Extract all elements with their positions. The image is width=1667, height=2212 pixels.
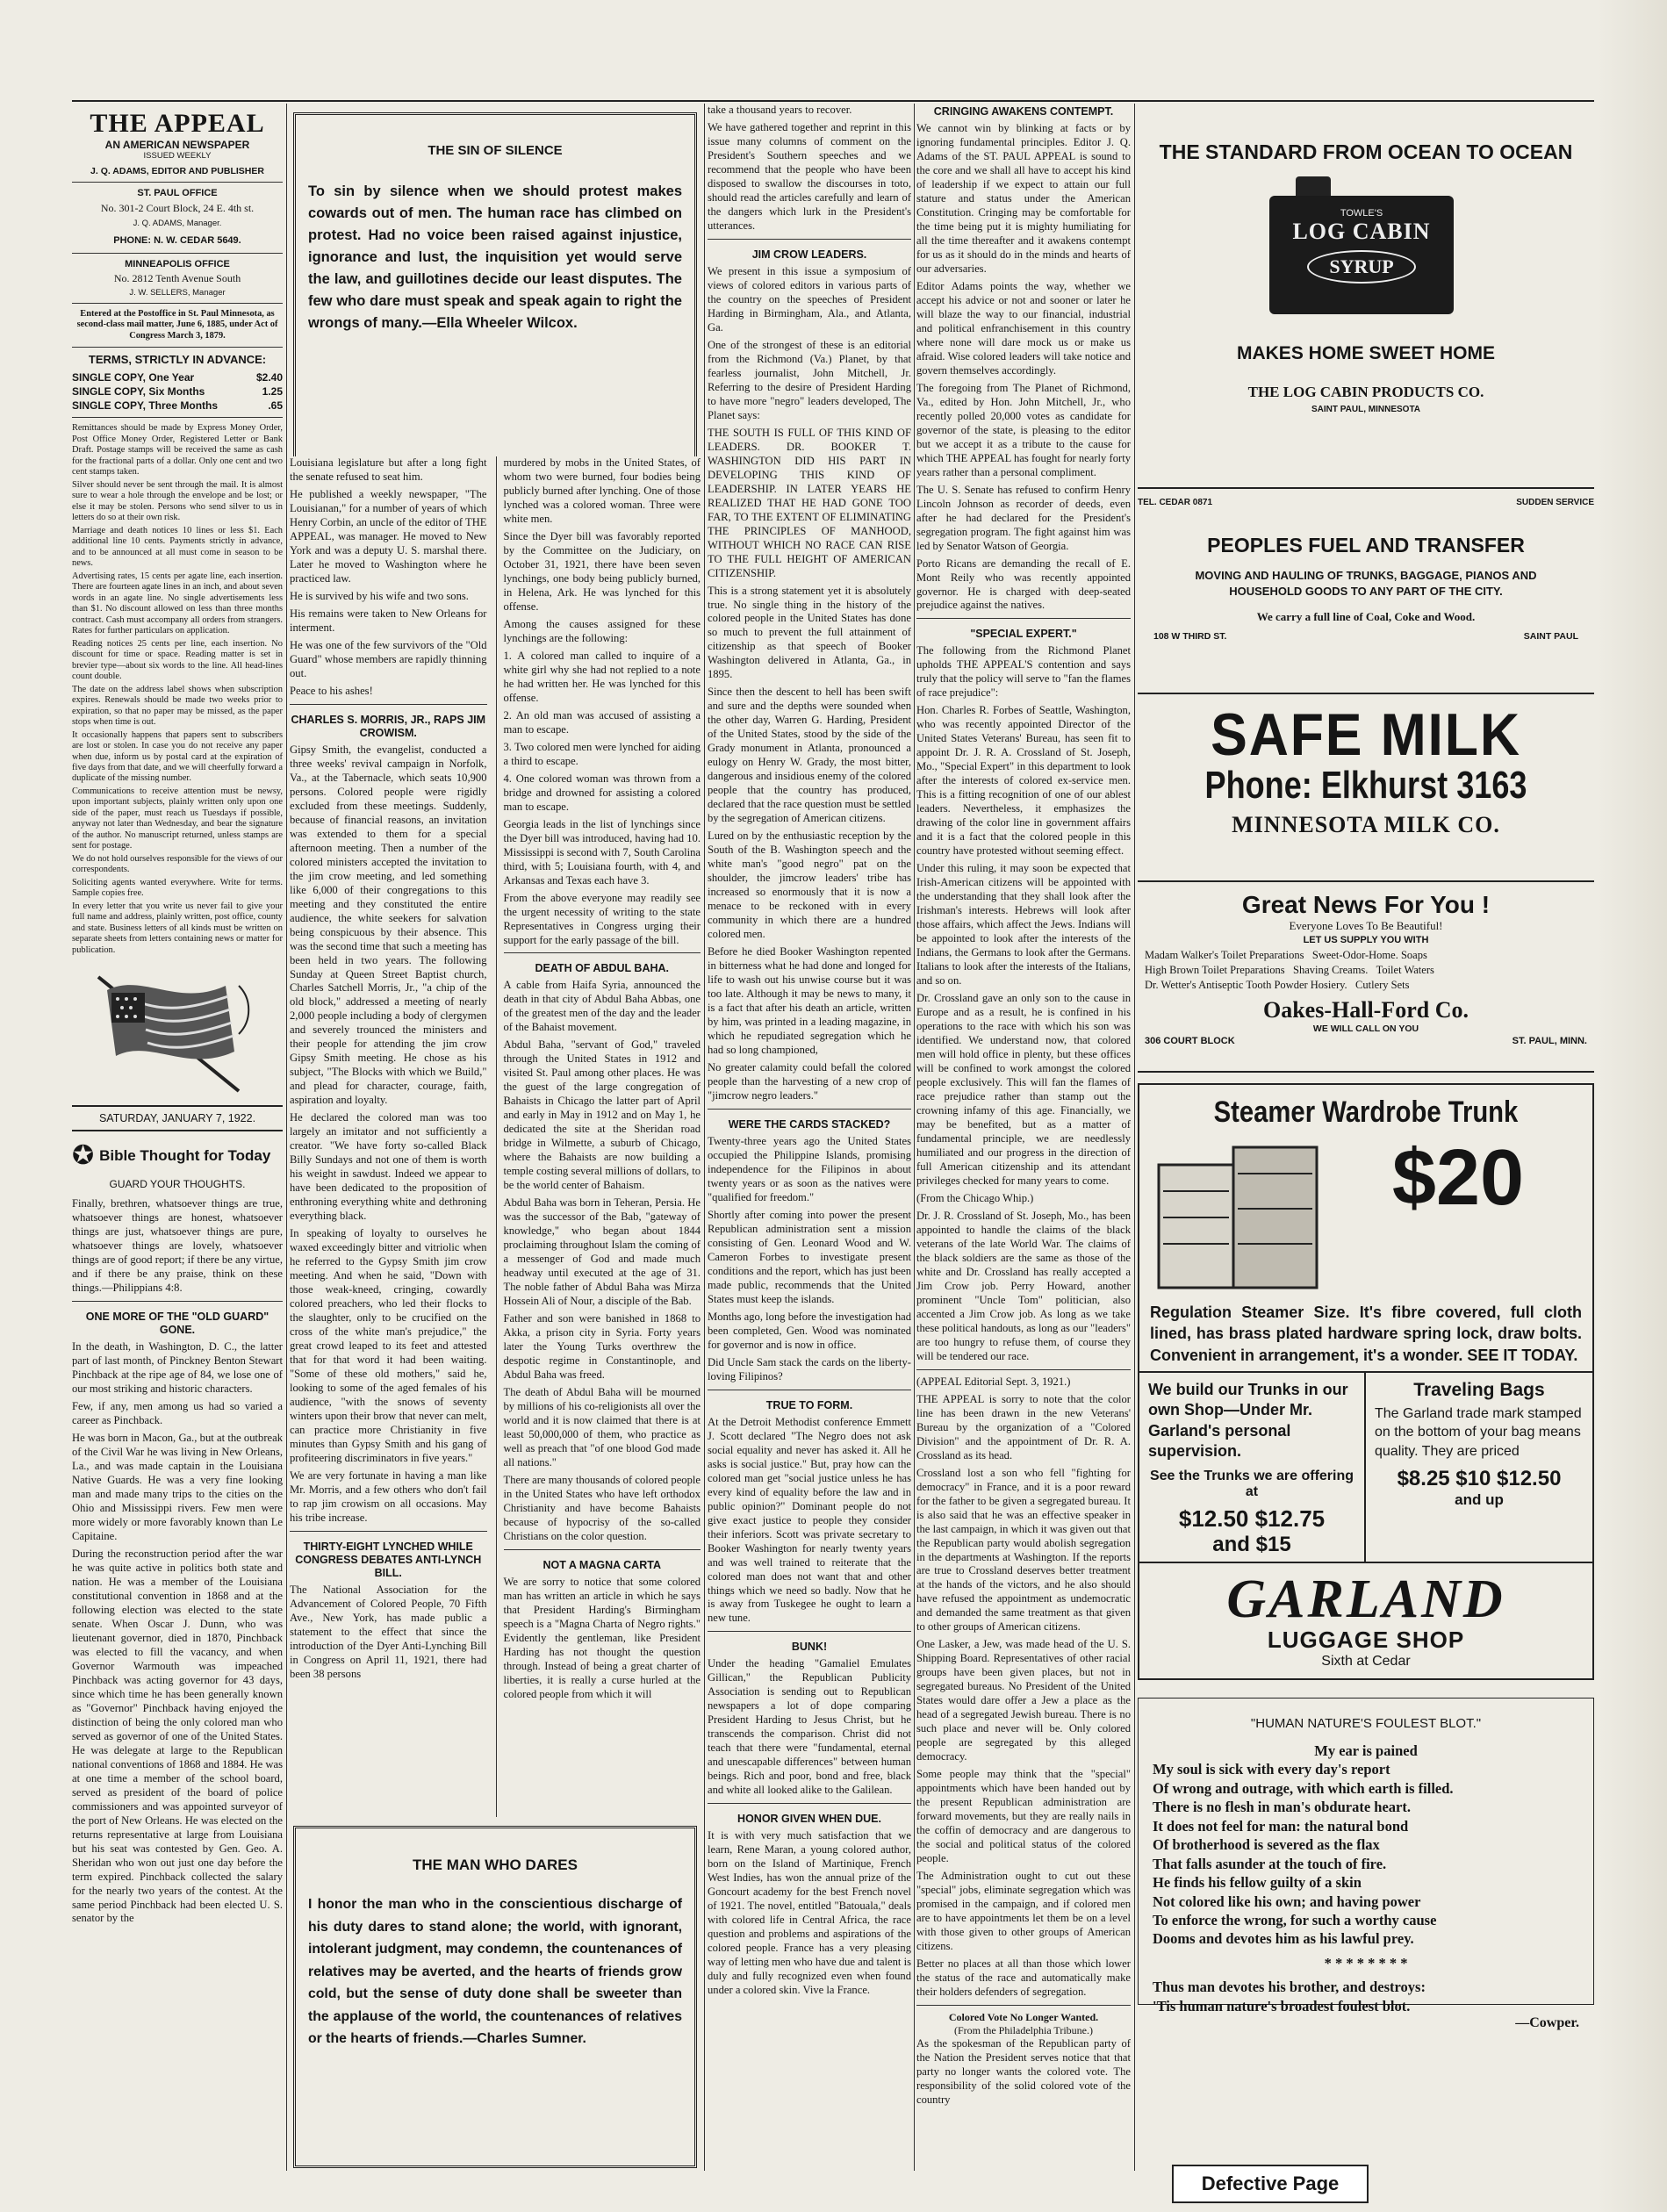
issue-date: SATURDAY, JANUARY 7, 1922.: [98, 1112, 256, 1125]
paragraph: Communications to receive attention must be newsy, upon important subjects, plainly written only upon one side of the paper, must reach us Tuesdays if possible, anyway not later than Wednesday, and bear the signature of the author. No manuscript returned, unless stamps are sent for postage.: [72, 786, 283, 851]
terms-label: SINGLE COPY, Six Months: [72, 385, 205, 399]
vote-heading: Colored Vote No Longer Wanted.: [948, 2011, 1099, 2024]
sin-title: THE SIN OF SILENCE: [428, 143, 563, 158]
masthead-title: THE APPEAL: [90, 109, 265, 138]
office-phone: PHONE: N. W. CEDAR 5649.: [113, 235, 241, 246]
paragraph: Before he died Booker Washington repented in bitterness what he had done and longed for life to wash out his unwise course but it was too late. Although it may be news to many, it is a fact that after his death an article, written by him, was printed in a leading magazine, in which he repudiated segregation which he had so long championed,: [708, 945, 911, 1057]
terms-label: SINGLE COPY, One Year: [72, 371, 195, 384]
paragraph: In the death, in Washington, D. C., the latter part of last month, of Pinckney Benton Stewart Pinchback at the ripe age of 84, we lose one of our most striking and historic characters.: [72, 1340, 283, 1396]
paragraph: Silver should never be sent through the mail. It is almost sure to wear a hole through the envelope and be lost; or else it may be stolen. Persons who send silver to us in letters do so at their own risk.: [72, 479, 283, 523]
flag-illustration: [72, 968, 283, 1100]
poem-line: My ear is pained: [1314, 1742, 1418, 1759]
paragraph: Peace to his ashes!: [290, 684, 373, 697]
paragraph: Shortly after coming into power the present Republican administration sent a mission consisting of Gen. Leonard Wood and W. Cameron Forbes to investigate present conditions and the report, which has just been made public, recommends that the United States must keep the islands.: [708, 1208, 911, 1305]
paragraph: He was one of the few survivors of the "Old Guard" whose members are rapidly thinning out.: [290, 638, 487, 679]
paragraph: Remittances should be made by Express Money Order, Post Office Money Order, Registered Letter or Bank Draft. Postage stamps will be received the same as cash for the fractional parts of a dollar. Only one cent and two cent stamps taken.: [72, 423, 283, 478]
paragraph: The Administration ought to cut out these "special" jobs, eliminate segregation which was promised in the campaign, and if colored men are to have appointments let them be on a level with those given to other groups of American citizens.: [916, 1870, 1131, 1953]
fuel-tel: TEL. CEDAR 0871: [1138, 498, 1213, 507]
paragraph: Since then the descent to hell has been swift and sure and the depths were sounded when the other day, Warren G. Harding, President of the United States, stood by the side of the Grady monument in Atlanta, pronounced a eulogy on Henry W. Grady, the most bitter, dangerous and insidious enemy of the colored people that the country has produced, declared that the race question must be settled by the segregation of American citizens.: [708, 686, 911, 825]
fuel-line: We carry a full line of Coal, Coke and Wood.: [1256, 610, 1476, 624]
paragraph: The death of Abdul Baha will be mourned by millions of his co-religionists all over the world and it is now claimed that there is at least 50,000,000 of them, who practice as well as preach that "of one blood God made all nations.": [503, 1386, 701, 1469]
paragraph: We cannot win by blinking at facts or by ignoring fundamental principles. Editor J. Q. Adams of the ST. PAUL APPEAL is sound to the core and we shall all have to accept his kind of leadership if we expect to attain our full stature and status under the American Constitution. Cringing may be comfortable for the time being put it is mighty humiliating for all the time thereafter and it awakens contempt for us as it should do in the minds and hearts of our adversaries.: [916, 122, 1131, 275]
paragraph: We have gathered together and reprint in this issue many columns of comment on the President's Southern speeches and we recommend that the people who have been disposed to swallow the discourses in toto, should read the articles carefully and learn of the dangers which lurk in the President's utterances.: [708, 120, 911, 232]
column-rule: [1134, 104, 1135, 2171]
terms-row: [72, 371, 283, 384]
fuel-name: PEOPLES FUEL AND TRANSFER: [1207, 534, 1525, 557]
fuel-addr: 108 W THIRD ST.: [1153, 631, 1227, 643]
poem-line: There is no flesh in man's obdurate heart.: [1153, 1799, 1411, 1816]
bags-prices: $8.25 $10 $12.50: [1397, 1466, 1562, 1490]
poem-lines: [1153, 1742, 1579, 2015]
paragraph: Father and son were banished in 1868 to Akka, a prison city in Syria. Forty years later the Young Turks overthrew the despotic regime in Constantinople, and Abdul Baha was freed.: [503, 1312, 701, 1382]
paragraph: (APPEAL Editorial Sept. 3, 1921.): [916, 1375, 1071, 1388]
baha-heading: DEATH OF ABDUL BAHA.: [535, 962, 670, 975]
paragraph: THE SOUTH IS FULL OF THIS KIND OF LEADERS. DR. BOOKER T. WASHINGTON DID HIS PART IN DEVELOPING THIS KIND OF LEADERSHIP. IN LATER YEARS HE REALIZED THAT HE HAD GONE TOO FAR, TO THE EXTENT OF ELIMINATING THE PRINCIPLES OF MANHOOD, WITHOUT WHICH NO RACE CAN RISE TO THE FULL HEIGHT OF AMERICAN CITIZENSHIP.: [708, 426, 911, 579]
paragraph: Editor Adams points the way, whether we accept his advice or not and sooner or later he will blaze the way to our financial, industrial and political enfranchisement in this country where none will dare mock us or make us afraid. Wise colored leaders will take notice and govern themselves accordingly.: [916, 279, 1131, 377]
magna-text: We are sorry to notice that some colored man has written an article in which he says that President Harding's Birmingham speech is a "Magna Charta of Negro rights." Evidently the gentleman, like President Harding has not thought the question through. Instead of being a great charter of liberties, it is really a curse hurled at the colored people from which it will: [503, 1575, 701, 1700]
bags-prices-b: and up: [1455, 1490, 1504, 1508]
paragraph: During the reconstruction period after the war he was quite active in politics both state and nation. He was a member of the Louisiana constitutional convention in 1868 and at the following election was elected to the state senate. When Oscar J. Dunn, who was lieutenant governor, died in 1870, Pinchback was elected to fill the vacancy, and when Governor Warmouth was impeached Pinchback was acting governor for 43 days, since which time he has been generally known as "Governor" Pinchback having enjoyed the distinction of being the only colored man who served as governor of one of the United States. He was delegate at large to the Republican national conventions of 1868 and 1884. He was at one time a member of the school board, served as president of the board of police commissioners and was appointed surveyor of the port of New Orleans. He was elected on the returns representative at large from Louisiana but his seat was contested by Gen. Geo. A. Sheridan who won out just one day before the term expired. Pinchback collected the salary for the nearly two years of the contest. At the same period Pinchback had been elected U. S. senator by the: [72, 1547, 283, 1925]
bags-title: Traveling Bags: [1413, 1379, 1545, 1400]
cards-heading: WERE THE CARDS STACKED?: [728, 1117, 891, 1131]
page-edge: [1597, 0, 1667, 2212]
poem-line: * * * * * * * *: [1324, 1954, 1408, 1971]
poem-line: Of wrong and outrage, with which earth is filled.: [1153, 1779, 1454, 1797]
paragraph: Marriage and death notices 10 lines or less $1. Each additional line 10 cents. Payments strictly in advance, and to be announced at all must come in season to be news.: [72, 525, 283, 569]
guard-heading: ONE MORE OF THE "OLD GUARD" GONE.: [85, 1311, 269, 1337]
morris-heading: CHARLES S. MORRIS, JR., RAPS JIM CROWISM.: [291, 713, 486, 739]
bible-text: Finally, brethren, whatsoever things are true, whatsoever things are honest, whatsoever things are just, whatsoever things are pure, whatsoever things are lovely, whatsoever things are of good report; if there be any virtue, and if there be any praise, think on these things.—Philippians 4:8.: [72, 1197, 283, 1295]
sin-text: To sin by silence when we should protest makes cowards out of men. The human race has climbed on protest. Had no voice been raised against injustice, ignorance and lust, the inquisition yet would serve the law, and guillotines decide our least disputes. The few who dare must speak and speak again to right the wrongs of many.—Ella Wheeler Wilcox.: [308, 183, 682, 332]
paragraph: Lured on by the enthusiastic reception by the South of the B. Washington speech and the white man's "good negro" pat on the shoulder, the jimcrow leaders' tribe has increased so enormously that it is now a menace to be reckoned with in every community in which there are a hundred colored men.: [708, 830, 911, 941]
true-form-text: At the Detroit Methodist conference Emmett J. Scott declared "The Negro does not ask social equality and never has asked it. All he asks is social justice." But, pray how can the colored man get "social justice unless he has every kind of equality before the law and in public opinion?" Dominant people do not give exact justice to people they consider their inferiors. Scott was private secretary to Booker Washington for nearly twenty years and was well trained to reiterate that the colored man does not want that and other things which we need so badly. Now that he is away from Tuskegee he ought to learn a new tune.: [708, 1415, 911, 1625]
lynch-text: The National Association for the Advancement of Colored People, 70 Fifth Ave., New York, has made public a statement to the effect that since the introduction of the Dyer Anti-Lynching Bill in Congress on April 11, 1921, there had been 38 persons: [290, 1583, 487, 1680]
expert-heading: "SPECIAL EXPERT.": [970, 628, 1077, 641]
col2-body: [290, 456, 701, 1817]
paragraph: Since the Dyer bill was favorably reported by the Committee on the Judiciary, on October 31, 1921, there have been seven lynchings, one body being publicly burned, in Helena, Ark. He was lynched for this offense.: [503, 529, 701, 613]
paragraph: 4. One colored woman was thrown from a bridge and drowned for assisting a colored man to escape.: [503, 772, 701, 813]
garland-prices-trunks: $12.50 $12.75: [1178, 1505, 1326, 1533]
poem-line: Of brotherhood is severed as the flax: [1153, 1836, 1380, 1854]
paragraph: THE APPEAL is sorry to note that the color line has been drawn in the new Veterans' Bureau by the organization of a "Colored Division" and the appointment of Dr. R. A. Crossland as its head.: [916, 1392, 1131, 1462]
column-three: [708, 104, 911, 2175]
fuel-city: SAINT PAUL: [1523, 631, 1578, 643]
poem-line: It does not feel for man: the natural bond: [1153, 1817, 1409, 1835]
oakes-line1: Everyone Loves To Be Beautiful!: [1289, 919, 1443, 932]
paragraph: murdered by mobs in the United States, of whom two were burned, four bodies being publicly burned after lynching. One of those lynched was a colored woman. Three were white men.: [503, 456, 701, 525]
milk-phone: Phone: Elkhurst 3163: [1204, 764, 1527, 807]
terms-row: [72, 399, 283, 412]
paragraph: One Lasker, a Jew, was made head of the U. S. Shipping Board. Representatives of other racial groups have been given places, but not in segregated bureaus. No President of the United States would dare offer a Jew a place as the head of a segregated Jewish bureau. There is no such place and never will be. Only colored people are segregated by this alleged democracy.: [916, 1638, 1131, 1763]
terms-price: .65: [268, 399, 283, 413]
paragraph: The U. S. Senate has refused to confirm Henry Lincoln Johnson as recorder of deeds, even after he had declared for the President's segregation program. The fight against him was led by Senator Watson of Georgia.: [916, 483, 1131, 552]
honor-text: It is with very much satisfaction that we learn, Rene Maran, a young colored author, born on the Island of Martinique, French West Indies, has won the annual prize of the Goncourt academy for the best French novel of 1921. The novel, entitled "Batouala," deals with colored life in Central Africa, the race question and problems and aspirations of the colored people. France has a very pleasing way of letting men who have due and talent is duly and fully recognized even when found under a colored skin. Vive la France.: [708, 1829, 911, 1997]
lynch-heading: THIRTY-EIGHT LYNCHED WHILE CONGRESS DEBATES ANTI-LYNCH BILL.: [295, 1540, 482, 1579]
mpls-manager: J. W. SELLERS, Manager: [129, 288, 226, 298]
cabin-city: SAINT PAUL, MINNESOTA: [1311, 405, 1421, 414]
column-rule: [286, 104, 287, 2171]
cringe-heading: CRINGING AWAKENS CONTEMPT.: [933, 105, 1114, 118]
vote-text: As the spokesman of the Republican party of the Nation the President serves notice that that party no longer wants the colored vote. The responsibility of the solid colored vote of the country: [916, 2037, 1131, 2106]
mpls-heading: MINNEAPOLIS OFFICE: [125, 259, 230, 269]
paragraph: Dr. Crossland gave an only son to the cause in Europe and as a result, he is confined in his operations to the race with which his son was identified. We understand now, that colored men will hold office in plenty, but these offices will be confined to work amongst the colored people exclusively. This will fan the flames of race prejudice rather than stamp out the crowning infamy of this age. Financially, we may be benefited, but as a matter of fundamental principle, we are needlessly humiliated and our progress in the direction of full American citizenship and its attendant privileges checked for many years to come.: [916, 992, 1131, 1187]
garland-price: $20: [1391, 1134, 1525, 1222]
paragraph: Hon. Charles R. Forbes of Seattle, Washington, who was recently appointed Director of the United States Veterans' Bureau, has seen fit to appoint Dr. J. R. A. Crossland of St. Joseph, Mo., "Special Expert" in this department to look after the interests of colored ex-service men. This is a fitting recognition of one of our ablest leaders. Nevertheless, it emphasizes the drawing of the color line in government affairs and it is a fact that the colored people in this country have protested without seeming effect.: [916, 704, 1131, 858]
garland-see: See the Trunks we are offering at: [1149, 1469, 1354, 1500]
oakes-addr: 306 COURT BLOCK: [1145, 1036, 1235, 1046]
paragraph: It occasionally happens that papers sent to subscribers are lost or stolen. In case you do not receive any paper when due, inform us by postal card at the expiration of five days from that date, and we will cheerfully forward a duplicate of the missing number.: [72, 729, 283, 784]
oakes-city: ST. PAUL, MINN.: [1512, 1036, 1587, 1046]
fuel-service: SUDDEN SERVICE: [1516, 498, 1594, 507]
paragraph: Advertising rates, 15 cents per agate line, each insertion. There are fourteen agate lines in an inch, and about seven words in an agate line. No single advertisements less than $1. No discount allowed on less than three months contract. Cash must accompany all orders from strangers. Rates for further particulars on application.: [72, 571, 283, 636]
terms-label: SINGLE COPY, Three Months: [72, 399, 219, 413]
cabin-headline: THE STANDARD FROM OCEAN TO OCEAN: [1159, 140, 1573, 163]
paragraph: Louisiana legislature but after a long fight the senate refused to seat him.: [290, 456, 487, 483]
cabin-brand-top: TOWLE'S: [1340, 208, 1383, 219]
cabin-brand: LOG CABIN: [1292, 219, 1431, 244]
oakes-item: High Brown Toilet Preparations Shaving Creams. Toilet Waters: [1145, 964, 1434, 976]
office-address: No. 301-2 Court Block, 24 E. 4th st.: [100, 202, 255, 214]
oakes-item: Dr. Wetter's Antiseptic Tooth Powder Hosiery. Cutlery Sets: [1145, 979, 1410, 991]
top-rule: [72, 100, 1594, 102]
garland-build: We build our Trunks in our own Shop—Under Mr. Garland's personal supervision.: [1148, 1380, 1348, 1461]
log-cabin-ad: [1138, 140, 1594, 489]
oakes-items: [1138, 949, 1594, 992]
poem-box: [1138, 1698, 1594, 2031]
poem-line: My soul is sick with every day's report: [1153, 1761, 1390, 1778]
dares-text: I honor the man who in the conscientious discharge of his duty dares to stand alone; the world, with ignorant, intolerant judgment, may condemn, the countenances of relatives may be averted, and the hearts of friends grow cold, but the sense of duty done shall be sweeter than the applause of the world, the countenances of relatives or the hearts of friends.—Charles Sumner.: [308, 1897, 682, 2047]
paragraph: He declared the colored man was too largely an imitator and not sufficiently a creator. "We have forty so-called Black Billy Sundays and not one of them is worth his weight in sawdust. Indeed we appear to have been dedicated to the proposition of enthroning everything white and dethroning everything black.: [290, 1111, 487, 1223]
magna-heading: NOT A MAGNA CARTA: [542, 1558, 661, 1571]
paragraph: Abdul Baha, "servant of God," traveled through the United States in 1912 and visited St. Paul among other places. He was the guest of the large congregation of Bahaists in Chicago the latter part of April and early in May in 1912 and on May 1, he dedicated the site at the Sheridan road bridge in Wilmette, a suburb of Chicago, where the Bahaists are now building a temple costing several millions of dollars, to be the world center of Bahaism.: [503, 1038, 701, 1192]
true-form-heading: TRUE TO FORM.: [765, 1398, 853, 1411]
oakes-title: Great News For You !: [1241, 891, 1491, 918]
poem-line: He finds his fellow guilty of a skin: [1153, 1874, 1362, 1892]
milk-company: MINNESOTA MILK CO.: [1232, 812, 1500, 838]
man-who-dares-box: [293, 1826, 697, 2168]
paragraph: Abdul Baha was born in Teheran, Persia. He was the successor of the Bab, "gateway of knowledge," who began about 1844 proclaiming throughout Islam the coming of a messenger of God and made much headway until executed at the age of 31. The noble father of Abdul Baha was Mirza Hossein Ali of Nour, a disciple of the Bab.: [503, 1196, 701, 1308]
syrup-can-icon: [1269, 176, 1462, 317]
paragraph: From the above everyone may readily see the urgent necessity of writing to the state Representatives in Congress urging their support for the early passage of the bill.: [503, 891, 701, 946]
entered-notice: Entered at the Postoffice in St. Paul Minnesota, as second-class mail matter, June 6, 1885, under Act of Congress March 3, 1879.: [76, 309, 278, 341]
poem-author: —Cowper.: [1515, 2015, 1579, 2031]
paragraph: Under this ruling, it may soon be expected that Irish-American citizens will be appointed with the understanding that they shall look after the Irishman's interests. Hebrews will look after those affairs, which affect the Jews. Indians will be appointed to look after the interests of the Indians, the Germans to look after the Germans. Italians to look after the interests of the Italians, and so on.: [916, 862, 1131, 988]
column-rule: [914, 104, 915, 2171]
paragraph: Some people may think that the "special" appointments which have been handed out by the present Republican administration are forward movements, but they are really nails in the coffin of democracy and are dangerous to the social and political status of the colored people.: [916, 1768, 1131, 1865]
col2-body-right: [496, 456, 701, 1817]
bible-title: GUARD YOUR THOUGHTS.: [109, 1178, 246, 1191]
peoples-fuel-ad: [1138, 498, 1594, 694]
paragraph: He published a weekly newspaper, "The Louisianan," for a number of years of which Henry Corbin, an uncle of the editor of THE APPEAL, was manager. He moved to New York and was a deputy U. S. marshal there. Later he moved to Washington where he practiced law.: [290, 487, 487, 585]
terms-row: [72, 385, 283, 398]
paragraph: We present in this issue a symposium of views of colored editors in various parts of the country on the speeches of President Harding in Birmingham, Ala., and Atlanta, Ga.: [708, 264, 911, 334]
garland-desc: Regulation Steamer Size. It's fibre covered, full cloth lined, has brass plated hardware spring lock, draw bolts. Convenient in arrangement, it's a wonder. SEE IT TODAY.: [1150, 1304, 1582, 1364]
honor-heading: HONOR GIVEN WHEN DUE.: [737, 1813, 881, 1826]
paragraph: The following from the Richmond Planet upholds THE APPEAL'S contention and says truly that the policy will serve to "fan the flames of race prejudice":: [916, 644, 1131, 700]
mpls-address: No. 2812 Tenth Avenue South: [113, 272, 241, 284]
paragraph: One of the strongest of these is an editorial from the Richmond (Va.) Planet, by that fearless journalist, John Mitchell, Jr. Referring to the desire of President Harding to have more "negro" leaders developed, The Planet says:: [708, 338, 911, 421]
guard-article: [72, 1340, 283, 1926]
terms-notices: [72, 423, 283, 956]
col2-body-left: [290, 456, 487, 1817]
office-manager: J. Q. ADAMS, Manager.: [133, 219, 222, 228]
american-flag-icon: [72, 968, 283, 1100]
paragraph: Among the causes assigned for these lynchings are the following:: [503, 617, 701, 644]
paragraph: No greater calamity could befall the colored people than the harvesting of a new crop of "jimcrow negro leaders.": [708, 1061, 911, 1102]
paragraph: He was born in Macon, Ga., but at the outbreak of the Civil War he was living in New Orleans, La., and was made captain in the Louisiana Native Guards. He was a very fine looking man and made many trips to the cities on the Ohio and Mississippi rivers. Few men were more widely or more favorably known than Le Capitaine.: [72, 1432, 283, 1542]
paragraph: Dr. J. R. Crossland of St. Joseph, Mo., has been appointed to handle the claims of the black veterans of the late World War. The claims of the black soldiers are the same as those of the white and Dr. Crossland has really accepted a Jim Crow job. Perry Howard, another prominent "Uncle Tom" politician, also accented a Jim Crow job. As long as we take these political handouts, as long as our "leaders" are too hungry to refuse them, of course they will be tendered our race.: [916, 1209, 1131, 1362]
office-heading: ST. PAUL OFFICE: [137, 188, 218, 198]
terms-list: [72, 371, 283, 412]
paragraph: We do not hold ourselves responsible for the views of our correspondents.: [72, 853, 283, 875]
paragraph: Soliciting agents wanted everywhere. Write for terms. Sample copies free.: [72, 877, 283, 899]
oakes-line2: LET US SUPPLY YOU WITH: [1303, 935, 1429, 945]
bible-heading: Bible Thought for Today: [99, 1146, 271, 1164]
terms-price: 1.25: [262, 385, 283, 399]
wardrobe-trunk-icon: [1150, 1138, 1326, 1296]
paragraph: His remains were taken to New Orleans for interment.: [290, 607, 487, 634]
safe-milk-ad: [1138, 701, 1594, 882]
dares-title: THE MAN WHO DARES: [413, 1856, 578, 1873]
paragraph: 2. An old man was accused of assisting a man to escape.: [503, 708, 701, 736]
garland-shop: LUGGAGE SHOP: [1267, 1626, 1465, 1653]
terms-heading: TERMS, STRICTLY IN ADVANCE:: [88, 353, 267, 367]
bags-text: The Garland trade mark stamped on the bottom of your bag means quality. They are priced: [1375, 1405, 1582, 1460]
column-rule: [704, 104, 705, 2171]
paragraph: (From the Chicago Whip.): [916, 1191, 1034, 1204]
paragraph: The foregoing from The Planet of Richmond, Va., edited by Hon. John Mitchell, Jr., who recently polled 20,000 votes as candidate for governor of the state, is pleasing to the editor but we accept it as a tribute to the cause for which THE APPEAL has fought for nearly forty years rather than a personal compliment.: [916, 381, 1131, 478]
paragraph: Twenty-three years ago the United States occupied the Philippine Islands, promising independence for the Filipinos in about twenty years or as soon as the natives were "qualified for freedom.": [708, 1134, 911, 1203]
bunk-text: Under the heading "Gamaliel Emulates Gillican," the Republican Publicity Association is sending out to Republican newspapers a lot of dope comparing President Harding to Jesus Christ, but he transcends the comparison. Christ did not teach that there were "fundamental, eternal and unescapable differences" between human beings. Rich and poor, bond and free, black and white all looked alike to the Galilean.: [708, 1657, 911, 1797]
paragraph: 1. A colored man called to inquire of a white girl why she had not replied to a note he had written her. He was lynched for this offense.: [503, 649, 701, 704]
garland-prices-trunks-b: and $15: [1212, 1533, 1291, 1557]
milk-title: SAFE MILK: [1211, 701, 1521, 768]
oakes-item: Madam Walker's Toilet Preparations Sweet-Odor-Home. Soaps: [1145, 949, 1427, 961]
paragraph: Better no places at all than those which lower the status of the race and automatically make their holders defenders of segregation.: [916, 1957, 1131, 1999]
cabin-tagline: MAKES HOME SWEET HOME: [1236, 343, 1495, 363]
poem-title: "HUMAN NATURE'S FOULEST BLOT.": [1250, 1716, 1482, 1731]
garland-logo: GARLAND: [1226, 1569, 1505, 1629]
cabin-company: THE LOG CABIN PRODUCTS CO.: [1247, 384, 1484, 400]
masthead-issued: ISSUED WEEKLY: [143, 151, 212, 161]
paragraph: Few, if any, men among us had so varied a career as Pinchback.: [72, 1400, 283, 1427]
fuel-desc: MOVING AND HAULING OF TRUNKS, BAGGAGE, PIANOS AND HOUSEHOLD GOODS TO ANY PART OF THE CITY.: [1195, 569, 1537, 599]
terms-price: $2.40: [255, 371, 283, 384]
column-masthead: [72, 104, 283, 2175]
paragraph: He is survived by his wife and two sons.: [290, 589, 469, 602]
paragraph: take a thousand years to recover.: [708, 104, 852, 116]
paragraph: In every letter that you write us never fail to give your full name and address, plainly written, post office, county and state. Business letters of all kinds must be written on separate sheets from letters containing news or matter for publication.: [72, 901, 283, 955]
oakes-hall-ford-ad: [1138, 891, 1594, 1073]
star-icon: ✪: [72, 1141, 95, 1171]
paragraph: Georgia leads in the list of lynchings since the Dyer bill was introduced, having had 10. Mississippi is second with 7, South Carolina third, with 5; Louisiana fourth, with 4, and Arkansas and Texas each have 3.: [503, 817, 701, 887]
column-four: [916, 104, 1131, 2175]
defective-page-stamp: Defective Page: [1172, 2165, 1369, 2203]
poem-line: 'Tis human nature's broadest foulest blot.: [1153, 1997, 1411, 2014]
poem-line: To enforce the wrong, for such a worthy cause: [1153, 1911, 1437, 1928]
paragraph: Reading notices 25 cents per line, each insertion. No discount for time or space. Reading matter is set in brevier type—about six words to the line. All head-lines count double.: [72, 638, 283, 682]
paragraph: In speaking of loyalty to ourselves he waxed exceedingly bitter and vitriolic when he referred to the Gypsy Smith jim crow meeting. And when he said, "Down with those weak-kneed, cringing, cowardly colored preachers, who led their flocks to the slaughter, only to be crucified on the cross of the white man's prejudice," the great crowd leaped to its feet and attested that for that word it had been waiting. "Some of these old mothers," said he, looking to some of the aged females of his audience, "with the snows of seventy winters upon their brow that never can melt, can practice more Christianity in five minutes than Gypsy Smith and his gang of profiteering discriminators in five years.": [290, 1227, 487, 1464]
vote-source: (From the Philadelphia Tribune.): [954, 2024, 1093, 2037]
garland-ad: [1138, 1083, 1594, 1680]
paragraph: This is a strong statement yet it is absolutely true. No single thing in the history of the colored people in the United States has done so much to prevent the full attainment of citizenship as that speech of Booker Washington delivered in Atlanta, Ga., in 1895.: [708, 584, 911, 681]
paragraph: The date on the address label shows when subscription expires. Renewals should be made two weeks prior to expiration, so that no paper may be missed, as the paper stops when time is out.: [72, 684, 283, 728]
column-ads: [1138, 104, 1594, 2175]
bible-heading-row: [72, 1140, 283, 1171]
paragraph: 3. Two colored men were lynched for aiding a third to escape.: [503, 740, 701, 767]
jim-crow-heading: JIM CROW LEADERS.: [751, 248, 867, 261]
paragraph: Did Uncle Sam stack the cards on the liberty-loving Filipinos?: [708, 1355, 911, 1382]
masthead-subtitle: AN AMERICAN NEWSPAPER: [104, 139, 250, 151]
bunk-heading: BUNK!: [791, 1641, 828, 1654]
garland-title: Steamer Wardrobe Trunk: [1213, 1095, 1519, 1129]
paragraph: Months ago, long before the investigation had been completed, Gen. Wood was nominated for governor and is now in office.: [708, 1310, 911, 1351]
paragraph: We are very fortunate in having a man like Mr. Morris, and a few others who don't fail to rap jim crowism on all occasions. May his tribe increase.: [290, 1469, 487, 1524]
paragraph: There are many thousands of colored people in the United States who have left orthodox Christianity and have become Bahaists because of hypocrisy of the so-called Christians on the color question.: [503, 1473, 701, 1542]
paragraph: A cable from Haifa Syria, announced the death in that city of Abdul Baha Abbas, one of the greatest men of the day and the leader of the Bahaist movement.: [503, 979, 701, 1034]
poem-line: Thus man devotes his brother, and destroys:: [1153, 1979, 1426, 1996]
poem-line: Dooms and devotes him as his lawful prey.: [1153, 1930, 1414, 1948]
sin-of-silence-box: [293, 112, 697, 459]
cabin-brand-bottom: SYRUP: [1307, 250, 1416, 284]
paragraph: Porto Ricans are demanding the recall of E. Mont Reily who was recently appointed governor. He is charged with deep-seated prejudice against the natives.: [916, 557, 1131, 612]
poem-line: That falls asunder at the touch of fire.: [1153, 1855, 1387, 1872]
paragraph: Gipsy Smith, the evangelist, conducted a three weeks' revival campaign in Norfolk, Va., at the Tabernacle, which seats 10,900 persons. Colored people were rigidly excluded from these meetings. Suddenly, because of financial reasons, an invitation was extended to them for a special afternoon meeting. Then a number of the colored ministers accepted the invitation to the jim crow meeting, and led something like 6,000 of their congregations to this meeting and they constituted the entire audience, the white seekers for salvation being conspicuous by their absence. This was the second time that such a meeting has been held in two years. The following Sunday at Queen Street Baptist church, Charles Satchell Morris, Jr., "a chip of the old block," addressed a meeting of nearly 2,000 people including a body of clergymen and severely trounced the ministers and their people for attending the jim crow Gipsy Smith meeting. He chose as his subject, "The Blocks with which we Build," and plead for character, courage, faith, aspiration and loyalty.: [290, 743, 487, 1107]
masthead-editor: J. Q. ADAMS, EDITOR AND PUBLISHER: [90, 166, 264, 176]
oakes-company: Oakes-Hall-Ford Co.: [1263, 997, 1469, 1023]
oakes-call: WE WILL CALL ON YOU: [1312, 1023, 1419, 1034]
poem-line: Not colored like his own; and having power: [1153, 1892, 1421, 1910]
paragraph: Crossland lost a son who fell "fighting for democracy" in France, and it is a poor reward for the father to be given a segregated bureau. It is also said that he was an effective speaker in the last campaign, in which it was given out that the Republican party would abolish segregation in the departments at Washington. If the reports are true to Crossland deserves better treatment at the hands of the victors, and he also should have refused the appointment as undemocratic and demanded the same treatment as that given to other groups of American citizens.: [916, 1466, 1131, 1634]
garland-loc: Sixth at Cedar: [1321, 1653, 1411, 1669]
